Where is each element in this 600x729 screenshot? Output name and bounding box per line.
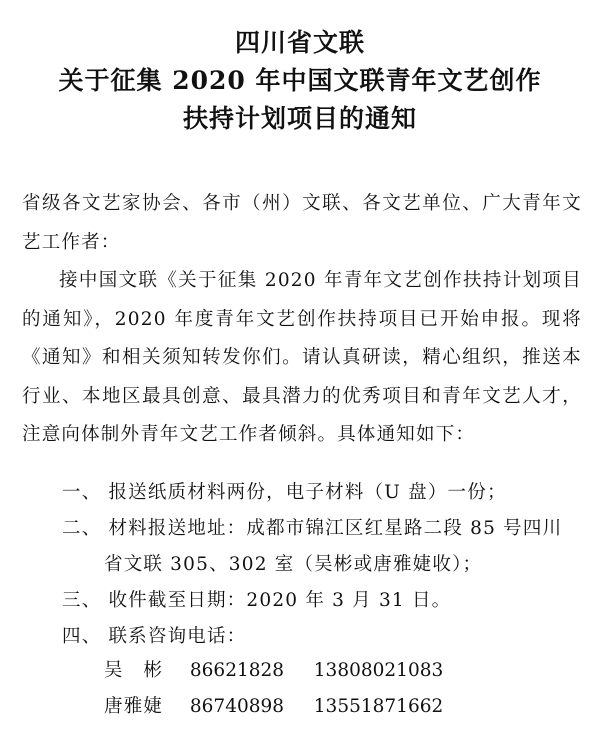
contact-phone-office: 86740898 (189, 696, 285, 717)
list-item-4: 四、 联系咨询电话： (62, 626, 247, 647)
body-paragraph: 接中国文联《关于征集 2020 年青年文艺创作扶持计划项目的通知》，2020 年度青年文艺创作扶持项目已开始申报。现将《通知》和相关须知转发你们。请认真研读，精心组织，推送本行业、本地区最具创意、最具潜力的优秀项目和青年文艺人才，注意向体制外青年文艺工作者倾斜。具体通知如下： (22, 270, 582, 445)
contact-phone-office: 86621828 (189, 660, 285, 681)
list-item-2-line1: 二、 材料报送地址：成都市锦江区红星路二段 85 号四川 (62, 518, 563, 539)
contact-row (104, 688, 443, 726)
title-subject-line2: 扶持计划项目的通知 (182, 104, 417, 133)
contact-row (104, 652, 443, 690)
contact-phone-mobile: 13551871662 (313, 696, 444, 717)
list-item-2-line2: 省文联 305、302 室（吴彬或唐雅婕收）； (104, 554, 483, 575)
contact-name: 唐雅婕 (104, 696, 164, 717)
salutation: 省级各文艺家协会、各市（州）文联、各文艺单位、广大青年文艺工作者： (22, 193, 582, 253)
list-item-3: 三、 收件截至日期：2020 年 3 月 31 日。 (62, 590, 452, 611)
title-issuer: 四川省文联 (234, 28, 365, 57)
title-subject-line1: 关于征集 2020 年中国文联青年文艺创作 (58, 66, 542, 95)
list-item-1: 一、 报送纸质材料两份，电子材料（U 盘）一份； (62, 482, 507, 503)
contact-name: 吴 彬 (104, 660, 162, 681)
contact-phone-mobile: 13808021083 (313, 660, 444, 681)
